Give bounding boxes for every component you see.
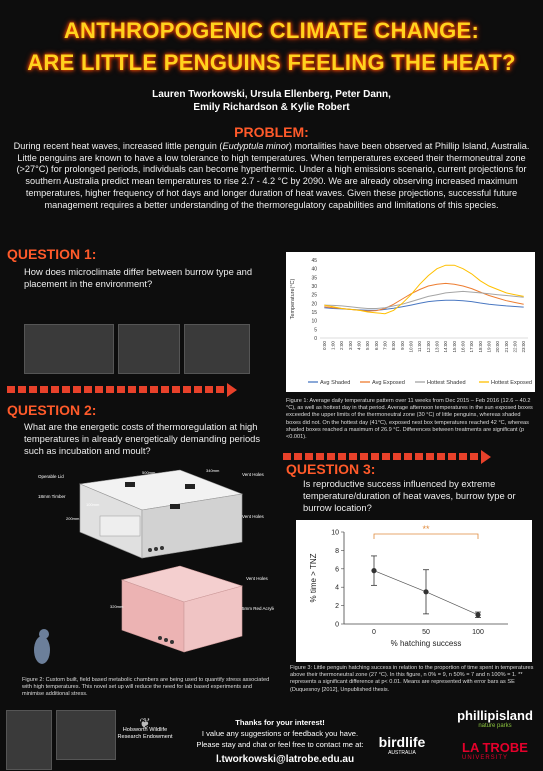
x-tick-label: 21:00	[503, 341, 509, 353]
vent-hole	[158, 636, 162, 640]
hatching-chart	[296, 520, 532, 662]
label-operable-lid: Operable Lid	[38, 474, 64, 479]
x-tick-label: 20:00	[495, 341, 501, 353]
x-tick-label: 16:00	[460, 341, 466, 353]
dim-500: 500mm	[142, 470, 156, 475]
label-vent-holes-2: Vent Holes	[242, 514, 264, 519]
label-acrylic: 5mm Red Acrylic	[242, 606, 274, 611]
contact-line: Please stay and chat or feel free to contact me at:	[196, 740, 364, 749]
significance-bracket	[374, 534, 478, 539]
vent-hole	[125, 482, 135, 487]
x-tick-label: 19:00	[486, 341, 492, 353]
tunnel-entrance	[100, 516, 140, 536]
y-tick-label: 2	[335, 603, 339, 611]
legend-label: Hottest Exposed	[491, 380, 533, 386]
q1-text: How does microclimate differ between burrow type and placement in the environment?	[24, 266, 253, 289]
x-tick-label: 18:00	[477, 341, 483, 353]
legend-label: Avg Shaded	[320, 380, 351, 386]
y-tick-label: 45	[311, 258, 317, 264]
y-tick-label: 0	[335, 621, 339, 629]
x-tick-label: 13:00	[434, 341, 440, 353]
burrow-camera-photo-2	[118, 324, 180, 374]
x-tick-label: 1:00	[330, 341, 336, 350]
fig3-caption: Figure 3: Little penguin hatching success in relation to the proportion of time spent in temperatures above their thermoneutral zone (27 °C). In this figure, n 0% = 9, n 50% = 7 and n 100% = 1. ** represents a significant difference at p< 0.01. Means are represented with error bars as SE (Duquesnoy [2012], Unpublished thesis.	[290, 665, 534, 693]
vent-hole	[170, 640, 174, 644]
y-tick-label: 4	[335, 584, 339, 592]
series-line	[324, 265, 523, 314]
problem-text-a: During recent heat waves, increased little penguin (	[13, 141, 223, 151]
birdlife-sub: AUSTRALIA	[388, 750, 416, 756]
y-tick-label: 10	[331, 529, 339, 537]
q1-arrow	[7, 381, 277, 391]
x-tick-label: 8:00	[391, 341, 397, 350]
y-tick-label: 25	[311, 292, 317, 299]
contact-email[interactable]: l.tworkowski@latrobe.edu.au	[215, 754, 355, 765]
x-tick-label: 3:00	[347, 341, 353, 350]
fig2-caption: Figure 2: Custom built, field based metabolic chambers are being used to quantify stress associated with high temperatures. This novel set up will reduce the need for lab based experiments and minimise additional stress.	[22, 677, 270, 698]
significance-label: **	[422, 524, 430, 534]
temperature-chart-panel	[286, 252, 535, 392]
x-tick-label: 14:00	[443, 341, 449, 353]
dim-200: 200mm	[66, 516, 80, 521]
x-tick-label: 2:00	[339, 341, 345, 350]
data-point	[423, 589, 428, 594]
q3-heading: QUESTION 3:	[286, 461, 376, 477]
title-line2: ARE LITTLE PENGUINS FEELING THE HEAT?	[27, 50, 516, 75]
y-tick-label: 30	[311, 284, 317, 290]
birdlife-text: birdlife	[378, 734, 426, 750]
fig1-caption: Figure 1: Average daily temperature pattern over 11 weeks from Dec 2015 – Feb 2016 (12.6 – 40.2 °C), as well as hottest day in that period. Average afternoon temperatures in the sun exposed boxes exceeded the upper limits of the thermoneutral zone (30 °C) of little penguins, whereas shaded boxes did not. On the hottest day (41°C), exposed nest box temperatures reached 42 °C, whereas shaded boxes reached a maximum of 26.9 °C. Differences between treatments are significant (p <0.001).	[286, 398, 533, 441]
y-tick-label: 0	[314, 336, 317, 342]
penguin-figure	[34, 636, 50, 664]
vent-hole	[164, 638, 168, 642]
feedback-line: I value any suggestions or feedback you have.	[201, 729, 359, 738]
chamber-svg	[10, 462, 274, 670]
x-tick-label: 15:00	[451, 341, 457, 353]
authors-line2: Emily Richardson & Kylie Robert	[193, 102, 350, 113]
phillip-island-logo	[450, 708, 540, 729]
x-tick-label: 9:00	[399, 341, 405, 350]
legend-label: Avg Exposed	[372, 380, 405, 386]
x-tick-label: 50	[422, 629, 430, 636]
field-photo	[56, 710, 116, 760]
latrobe-text: LA TROBE	[462, 740, 528, 755]
q3-text: Is reproductive success influenced by extreme temperature/duration of heat waves, burrow type or burrow location?	[303, 478, 516, 513]
vent-hole	[148, 548, 152, 552]
hatching-chart-panel	[296, 520, 532, 662]
dim-320: 320mm	[110, 604, 124, 609]
y-tick-label: 35	[311, 275, 317, 282]
vent-hole	[154, 547, 158, 551]
x-tick-label: 22:00	[512, 341, 518, 353]
holsworth-line2: Research Endowment	[117, 734, 173, 740]
x-tick-label: 0:00	[321, 341, 327, 350]
x-tick-label: 7:00	[382, 341, 388, 350]
problem-text	[10, 141, 533, 211]
y-tick-label: 5	[314, 327, 317, 334]
q2-text: What are the energetic costs of thermoregulation at high temperatures in already energetically demanding periods such as incubation and moult?	[24, 421, 261, 456]
legend-label: Hottest Shaded	[427, 380, 466, 386]
x-tick-label: 10:00	[408, 341, 414, 353]
problem-heading: PROBLEM:	[234, 124, 309, 140]
x-axis-label: % hatching success	[390, 639, 462, 648]
y-axis-label: % time > TNZ	[309, 553, 318, 603]
latrobe-logo	[462, 740, 540, 761]
penguin-head	[39, 629, 49, 639]
series-line	[324, 300, 523, 310]
problem-text-b: ) mortalities have been observed at Phillip Island, Australia. Little penguins are known to have a low tolerance to high temperatures. When temperatures exceed their thermoneutral zone (>27°C) for prolonged periods, individuals can become hyperthermic. Under a high emissions scenario, current projections for southern Australia predict mean temperatures to rise 2.7 - 4.2 °C by 2090. We are already observing increased maximum temperatures, higher frequency of hot days and longer duration of heat waves. Given these projections, successful future management requires a better understanding of the thermoregulatory capabilities and limitations of this species.	[16, 141, 530, 210]
y-tick-label: 10	[311, 318, 317, 325]
y-tick-label: 8	[335, 547, 339, 555]
vent-hole	[185, 484, 195, 489]
data-point	[475, 612, 480, 617]
holsworth-line1: Holsworth Wildlife	[122, 727, 168, 733]
label-vent-holes-3: Vent Holes	[246, 576, 268, 581]
x-tick-label: 17:00	[469, 341, 475, 353]
q1-heading: QUESTION 1:	[7, 246, 97, 262]
dim-100: 100mm	[86, 502, 100, 507]
y-axis-label: Temperature(°C)	[290, 278, 296, 320]
author-photo	[6, 710, 52, 770]
birdlife-logo	[372, 734, 432, 756]
x-tick-label: 11:00	[417, 341, 423, 353]
metabolic-chamber-diagram	[10, 462, 274, 670]
y-tick-label: 40	[311, 266, 317, 273]
holsworth-emblem-icon: ❦	[139, 715, 151, 731]
title-line1: ANTHROPOGENIC CLIMATE CHANGE:	[63, 18, 480, 43]
y-tick-label: 15	[311, 310, 317, 316]
vent-hole	[160, 546, 164, 550]
x-tick-label: 12:00	[425, 341, 431, 353]
y-tick-label: 20	[311, 301, 317, 308]
q3-arrow	[283, 448, 533, 458]
series-line	[324, 291, 523, 308]
burrow-camera-photo-3	[184, 324, 250, 374]
burrow-camera-photo-1	[24, 324, 114, 374]
authors-line1: Lauren Tworkowski, Ursula Ellenberg, Peter Dann,	[152, 89, 391, 100]
dim-340: 340mm	[206, 468, 220, 473]
x-tick-label: 4:00	[356, 341, 362, 350]
label-vent-holes-1: Vent Holes	[242, 472, 264, 477]
phillip-text: phillipisland	[457, 708, 533, 723]
temperature-chart	[286, 252, 535, 392]
q2-heading: QUESTION 2:	[7, 402, 97, 418]
species-name: Eudyptula minor	[222, 141, 289, 151]
label-timber: 18mm Timber	[38, 494, 66, 499]
y-tick-label: 6	[335, 566, 339, 574]
x-tick-label: 6:00	[373, 341, 379, 350]
x-tick-label: 0	[372, 629, 376, 636]
data-point	[371, 568, 376, 573]
x-tick-label: 23:00	[521, 341, 527, 353]
vent-hole	[170, 504, 180, 509]
thanks-line: Thanks for your interest!	[235, 718, 325, 727]
phillip-sub: nature parks	[478, 723, 512, 729]
latrobe-sub: UNIVERSITY	[462, 755, 509, 761]
x-tick-label: 5:00	[365, 341, 371, 350]
x-tick-label: 100	[472, 629, 484, 636]
